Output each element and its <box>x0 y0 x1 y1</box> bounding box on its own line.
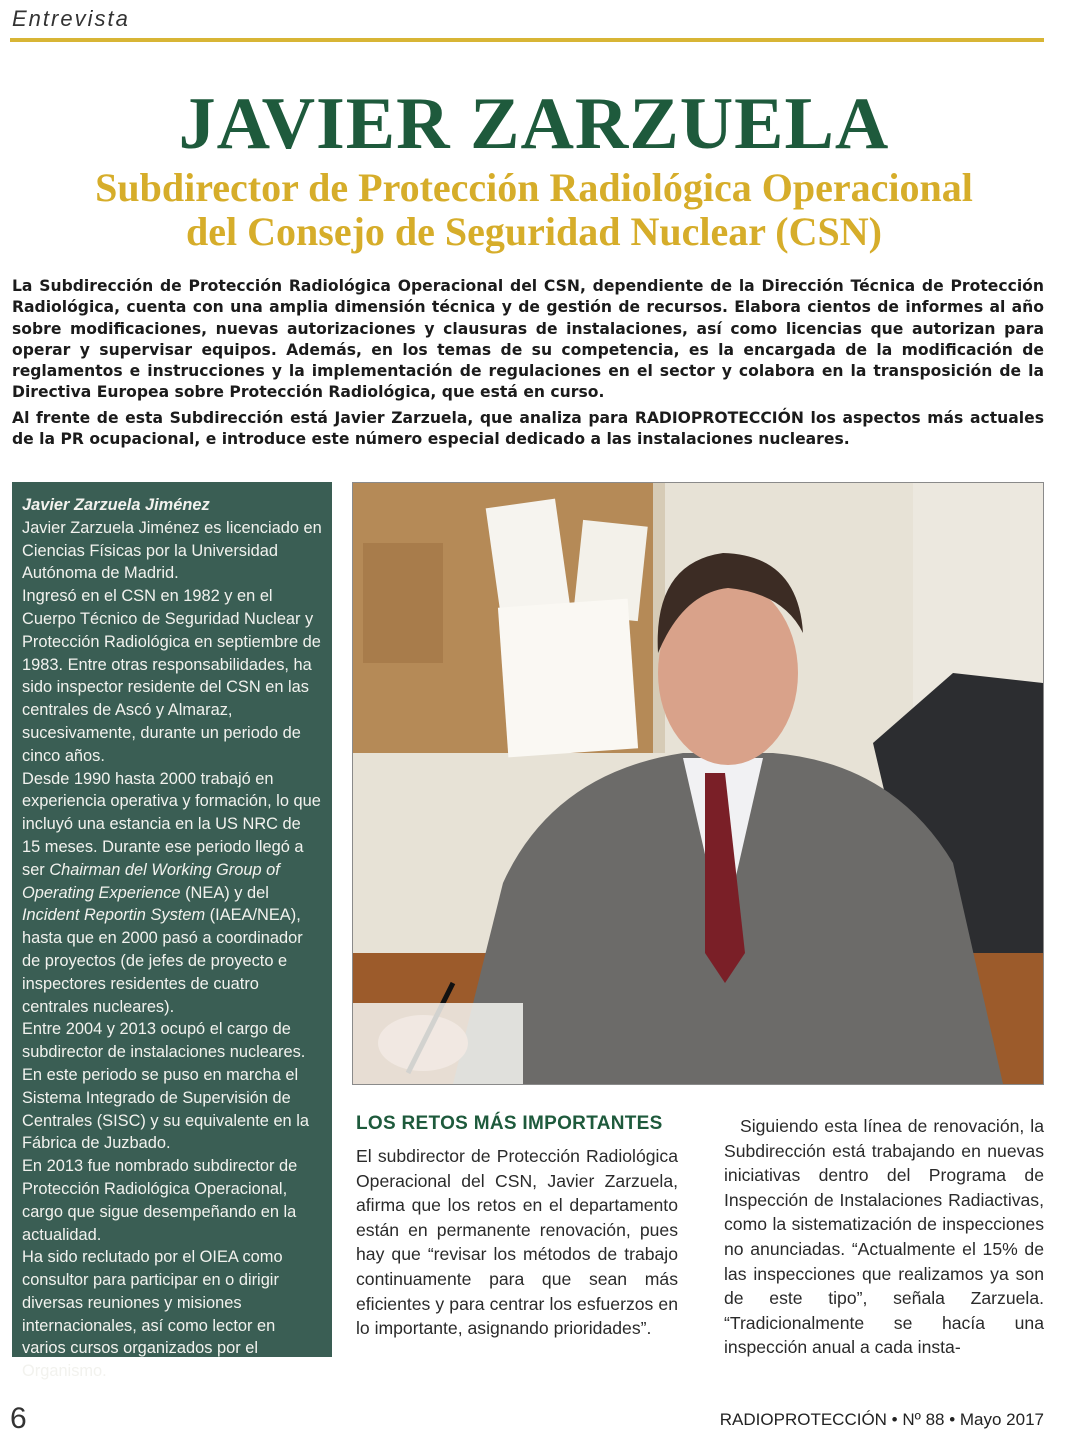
section-rule <box>10 38 1044 42</box>
bio-paragraph: Ingresó en el CSN en 1982 y en el Cuerpo Técnico de Seguridad Nuclear y Protección Radiológica en septiembre de 1983. Entre otras responsabilidades, ha sido inspector residente del CSN en las centrales de Ascó y Almaraz, sucesivamente, durante un periodo de cinco años. <box>22 587 321 765</box>
bio-text: Desde 1990 hasta 2000 trabajó en experiencia operativa y formación, lo que incluyó una estancia en la US NRC de 15 meses. Durante ese periodo llegó a ser <box>22 769 321 879</box>
subtitle-line-1: Subdirector de Protección Radiológica Operacional <box>95 165 973 210</box>
portrait-photo <box>352 482 1044 1085</box>
article-title: JAVIER ZARZUELA <box>178 83 890 165</box>
intro-paragraph-2: Al frente de esta Subdirección está Javier Zarzuela, que analiza para RADIOPROTECCIÓN los aspectos más actuales de la PR ocupacional, e introduce este número especial dedicado a las instalaciones nucleares. <box>12 408 1044 449</box>
page-number: 6 <box>10 1402 27 1435</box>
section-label: Entrevista <box>12 6 130 31</box>
bio-name: Javier Zarzuela Jiménez <box>22 496 210 514</box>
subtitle-line-2: del Consejo de Seguridad Nuclear (CSN) <box>186 209 882 254</box>
bio-paragraph: Javier Zarzuela Jiménez es licenciado en Ciencias Físicas por la Universidad Autónoma de Madrid. <box>22 518 322 583</box>
article-subtitle <box>0 166 1068 254</box>
bio-sidebar <box>12 482 332 1381</box>
publication-info: RADIOPROTECCIÓN • Nº 88 • Mayo 2017 <box>719 1410 1044 1429</box>
intro-paragraph-1: La Subdirección de Protección Radiológica Operacional del CSN, dependiente de la Dirección Técnica de Protección Radiológica, cuenta con una amplia dimensión técnica y de gestión de recursos. Elabora cientos de informes al año sobre modificaciones, nuevas autorizaciones y clausuras de instalaciones, así como licencias que autorizan para operar y supervisar equipos. Además, en los temas de su competencia, es la encargada de la modificación de reglamentos e instrucciones y la implementación de regulaciones en el sector y colabora en la transposición de la Directiva Europea sobre Protección Radiológica, que está en curso. <box>12 277 1044 402</box>
intro-text <box>12 276 1044 454</box>
article-paragraph: Siguiendo esta línea de renovación, la Subdirección está trabajando en nuevas iniciativas dentro del Programa de Inspección de Instalaciones Radiactivas, como la sistematización de inspecciones no anunciadas. “Actualmente el 15% de las inspecciones que realizamos ya son de este tipo”, señala Zarzuela. “Tradicionalmente se hacía una inspección anual a cada insta- <box>724 1116 1044 1358</box>
bio-paragraph: Entre 2004 y 2013 ocupó el cargo de subdirector de instalaciones nucleares. En este periodo se puso en marcha el Sistema Integrado de Supervisión de Centrales (SISC) y su equivalente en la Fábrica de Juzbado. <box>22 1020 309 1153</box>
bio-text: (IAEA/NEA), hasta que en 2000 pasó a coordinador de proyectos (de jefes de proyecto e inspectores residentes de cuatro centrales nucleares). <box>22 906 303 1016</box>
bio-italic-text: Incident Reportin System <box>22 906 206 925</box>
bio-text: (NEA) y del <box>180 883 269 902</box>
article-column-1 <box>356 1112 678 1341</box>
bio-paragraph: Ha sido reclutado por el OIEA como consultor para participar en o dirigir diversas reuniones y misiones internacionales, así como lector en varios cursos organizados por el Organismo. <box>22 1248 283 1381</box>
bio-italic-text: Chairman del Working Group of Operating Experience <box>22 860 280 902</box>
bio-paragraph <box>22 768 322 1019</box>
article-column-2 <box>724 1114 1044 1360</box>
article-paragraph: El subdirector de Protección Radiológica Operacional del CSN, Javier Zarzuela, afirma que los retos en el departamento están en permanente renovación, pues hay que “revisar los métodos de trabajo continuamente para que sean más eficientes y para centrar los esfuerzos en lo importante, asignando prioridades”. <box>356 1146 678 1339</box>
bio-paragraph: En 2013 fue nombrado subdirector de Protección Radiológica Operacional, cargo que sigue desempeñando en la actualidad. <box>22 1157 298 1244</box>
article-heading: LOS RETOS MÁS IMPORTANTES <box>356 1113 663 1134</box>
